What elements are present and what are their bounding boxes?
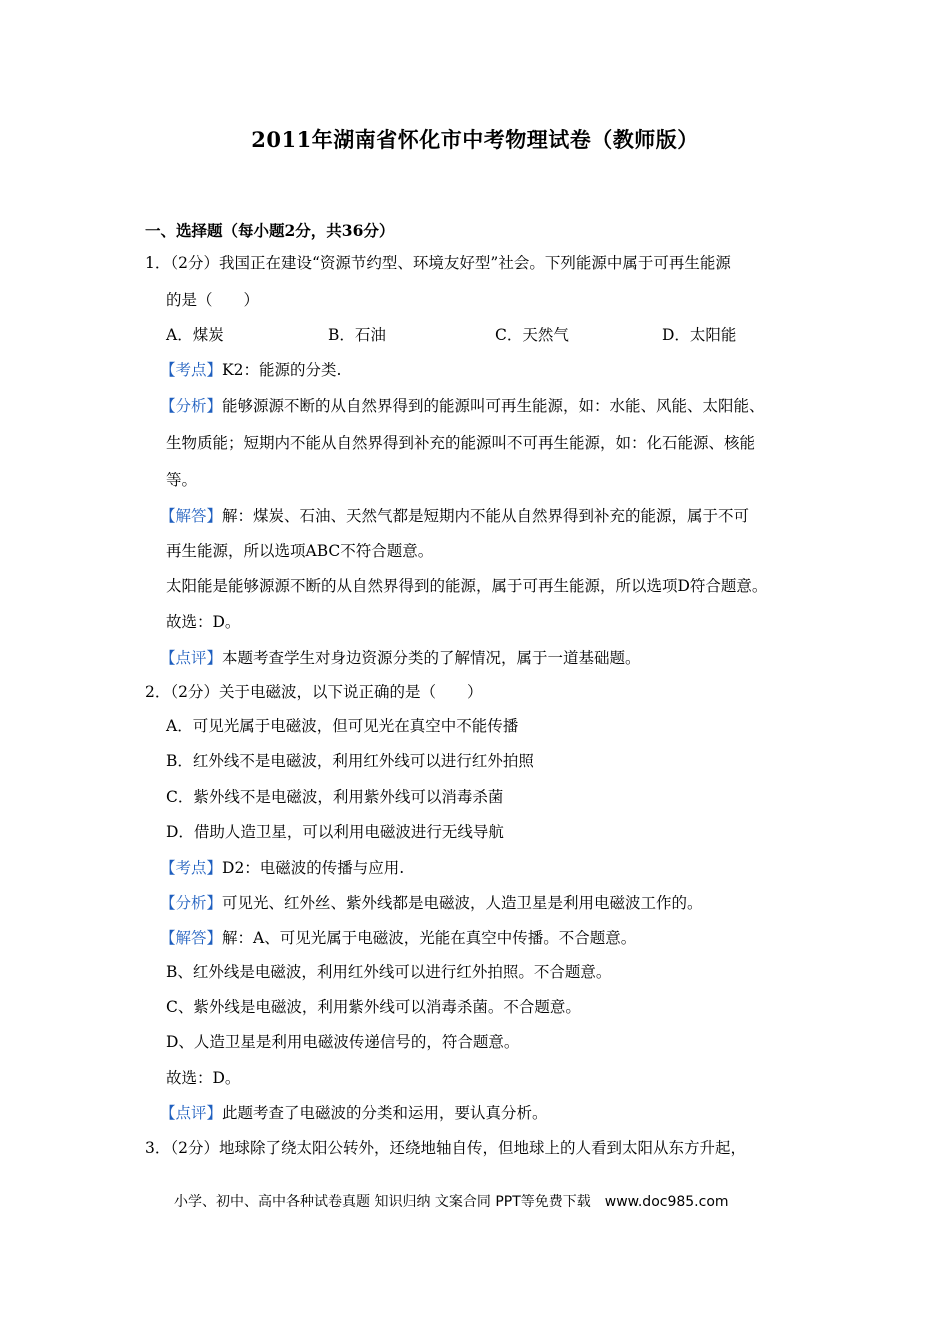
q2-option-d: D．借助人造卫星，可以利用电磁波进行无线导航 [166,823,504,841]
q2-kaodian-text: D2：电磁波的传播与应用. [222,859,405,877]
q2-fenxi [160,893,703,913]
fenxi-tag: 【分析】 [160,894,223,912]
q2-option-c: C．紫外线不是电磁波，利用紫外线可以消毒杀菌 [166,788,504,806]
q2-option-a: A．可见光属于电磁波，但可见光在真空中不能传播 [166,717,519,735]
section-heading: 一、选择题（每小题2分，共36分） [145,221,395,240]
dianping-tag: 【点评】 [160,1104,223,1122]
q2-dianping [160,1103,548,1123]
q2-jieda-line1: 解：A、可见光属于电磁波，光能在真空中传播。不合题意。 [222,929,637,947]
q1-kaodian-text: K2：能源的分类. [222,361,342,379]
q1-dianping [160,648,641,668]
q1-jieda-line3: 太阳能是能够源源不断的从自然界得到的能源，属于可再生能源，所以选项D符合题意。 [166,577,768,595]
q2-jieda-line5: 故选：D。 [166,1069,241,1087]
q1-jieda [160,506,749,526]
kaodian-tag: 【考点】 [160,361,223,379]
q1-jieda-line4: 故选：D。 [166,613,241,631]
q1-option-d: D．太阳能 [662,326,737,344]
q1-fenxi-line2: 生物质能；短期内不能从自然界得到补充的能源叫不可再生能源，如：化石能源、核能 [166,434,756,452]
q1-fenxi [160,396,765,416]
q2-jieda-line4: D、人造卫星是利用电磁波传递信号的，符合题意。 [166,1033,520,1051]
fenxi-tag: 【分析】 [160,397,223,415]
q2-option-b: B．红外线不是电磁波，利用红外线可以进行红外拍照 [166,752,534,770]
q1-option-c: C．天然气 [495,326,569,344]
dianping-tag: 【点评】 [160,649,223,667]
q1-jieda-line1: 解：煤炭、石油、天然气都是短期内不能从自然界得到补充的能源，属于不可 [222,507,750,525]
q2-kaodian [160,858,404,878]
q2-fenxi-text: 可见光、红外丝、紫外线都是电磁波，人造卫星是利用电磁波工作的。 [222,894,703,912]
q1-jieda-line2: 再生能源，所以选项ABC不符合题意。 [166,542,434,560]
q1-option-b: B．石油 [328,326,386,344]
q1-fenxi-line1: 能够源源不断的从自然界得到的能源叫可再生能源，如：水能、风能、太阳能、 [222,397,765,415]
jieda-tag: 【解答】 [160,507,223,525]
q2-jieda-line2: B、红外线是电磁波，利用红外线可以进行红外拍照。不合题意。 [166,963,612,981]
q2-jieda [160,928,636,948]
page-footer: 小学、初中、高中各种试卷真题 知识归纳 文案合同 PPT等免费下载 www.doc985.com [174,1194,729,1210]
page-title: 2011年湖南省怀化市中考物理试卷（教师版） [251,127,699,152]
q1-stem-line1: 1．（2分）我国正在建设“资源节约型、环境友好型”社会。下列能源中属于可再生能源 [145,254,731,272]
q1-kaodian [160,360,341,380]
q3-stem-line1: 3．（2分）地球除了绕太阳公转外，还绕地轴自传，但地球上的人看到太阳从东方升起， [145,1139,746,1157]
kaodian-tag: 【考点】 [160,859,223,877]
q2-dianping-text: 此题考查了电磁波的分类和运用，要认真分析。 [222,1104,548,1122]
q1-dianping-text: 本题考查学生对身边资源分类的了解情况，属于一道基础题。 [222,649,641,667]
q2-jieda-line3: C、紫外线是电磁波，利用紫外线可以消毒杀菌。不合题意。 [166,998,581,1016]
q2-stem: 2．（2分）关于电磁波，以下说正确的是（ ） [145,683,483,701]
q1-stem-line2: 的是（ ） [166,291,260,309]
q1-option-a: A．煤炭 [166,326,224,344]
jieda-tag: 【解答】 [160,929,223,947]
q1-fenxi-line3: 等。 [166,471,198,489]
